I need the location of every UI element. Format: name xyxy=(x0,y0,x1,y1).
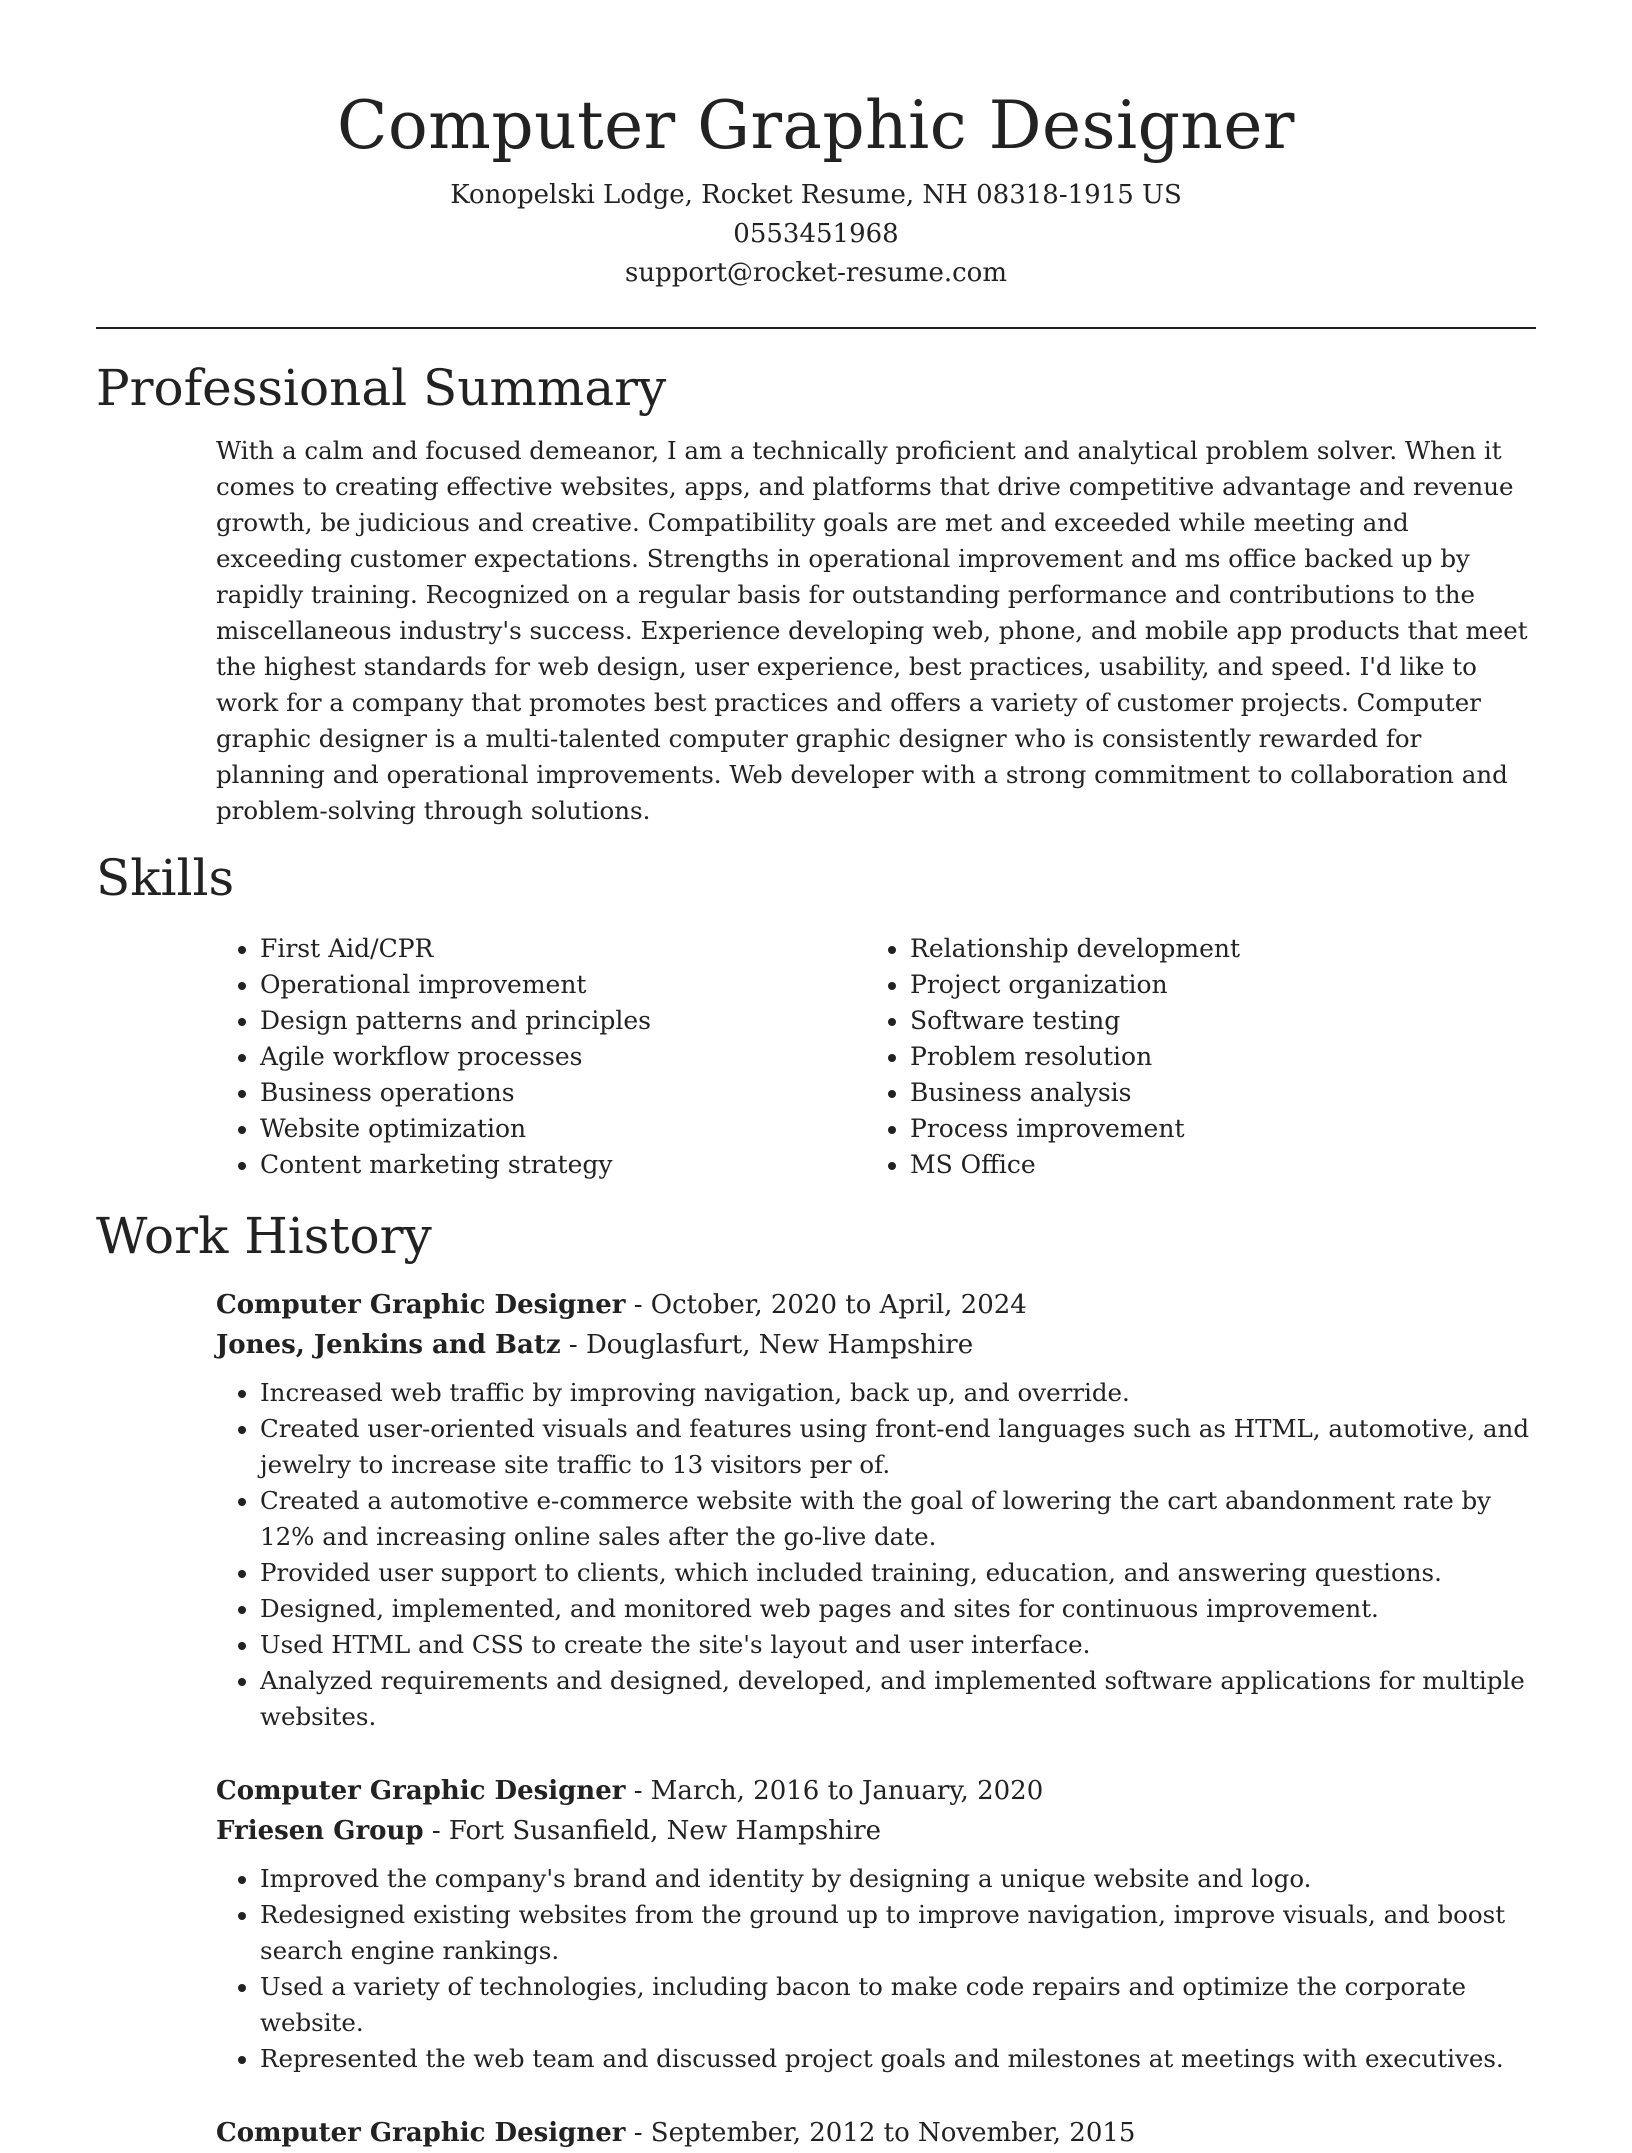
resume-page xyxy=(96,0,1536,2153)
job-bullet: • Created user-oriented visuals and features using front-end languages such as HTML, automotive, and jewelry to increase site traffic to 13 visitors per of. xyxy=(260,1411,1536,1483)
job-title-line xyxy=(216,1285,1536,1325)
job-dates: - March, 2016 to January, 2020 xyxy=(625,1776,1044,1806)
job-location: - Fort Susanfield, New Hampshire xyxy=(423,1816,882,1846)
contact-block xyxy=(96,176,1536,293)
job-bullet: • Designed, implemented, and monitored web pages and sites for continuous improvement. xyxy=(260,1591,1536,1627)
job-bullet: • Created a automotive e-commerce website with the goal of lowering the cart abandonment rate by 12% and increasing online sales after the go-live date. xyxy=(260,1483,1536,1555)
skill-item: • Software testing xyxy=(910,1003,1510,1039)
contact-address: Konopelski Lodge, Rocket Resume, NH 08318-1915 US xyxy=(450,180,1182,210)
job-dates: - September, 2012 to November, 2015 xyxy=(625,2118,1136,2148)
job-bullet-list xyxy=(216,1861,1536,2077)
skills-column-left xyxy=(216,931,866,1183)
job-entry xyxy=(216,1771,1536,2077)
job-bullet: • Used a variety of technologies, including bacon to make code repairs and optimize the corporate website. xyxy=(260,1969,1536,2041)
skill-item: • Process improvement xyxy=(910,1111,1510,1147)
section-title-skills: Skills xyxy=(96,849,235,907)
skill-item: • Website optimization xyxy=(260,1111,866,1147)
skill-item: • Design patterns and principles xyxy=(260,1003,866,1039)
skill-item: • Agile workflow processes xyxy=(260,1039,866,1075)
job-dates: - October, 2020 to April, 2024 xyxy=(625,1290,1027,1320)
header-divider xyxy=(96,327,1536,329)
skill-item: • Relationship development xyxy=(910,931,1510,967)
job-bullet: • Provided user support to clients, which included training, education, and answering questions. xyxy=(260,1555,1536,1591)
job-entry xyxy=(216,2113,1536,2153)
skill-item: • Problem resolution xyxy=(910,1039,1510,1075)
job-bullet: • Increased web traffic by improving navigation, back up, and override. xyxy=(260,1375,1536,1411)
job-bullet-list xyxy=(216,1375,1536,1735)
job-bullet: • Represented the web team and discussed project goals and milestones at meetings with executives. xyxy=(260,2041,1536,2077)
contact-email: support@rocket-resume.com xyxy=(624,258,1007,288)
contact-phone: 0553451968 xyxy=(733,219,899,249)
job-bullet: • Used HTML and CSS to create the site's layout and user interface. xyxy=(260,1627,1536,1663)
job-company: Jones, Jenkins and Batz xyxy=(216,1330,561,1360)
skill-item: • Business operations xyxy=(260,1075,866,1111)
skill-item: • MS Office xyxy=(910,1147,1510,1183)
skill-item: • Content marketing strategy xyxy=(260,1147,866,1183)
skill-item: • Business analysis xyxy=(910,1075,1510,1111)
job-company-line xyxy=(216,1811,1536,1851)
job-title-line xyxy=(216,1771,1536,1811)
section-title-summary: Professional Summary xyxy=(96,359,667,417)
job-location: - Douglasfurt, New Hampshire xyxy=(560,1330,974,1360)
job-company: Friesen Group xyxy=(216,1816,424,1846)
job-bullet: • Improved the company's brand and identity by designing a unique website and logo. xyxy=(260,1861,1536,1897)
skills-column-right xyxy=(866,931,1510,1183)
job-role: Computer Graphic Designer xyxy=(216,2118,626,2148)
job-bullet: • Redesigned existing websites from the ground up to improve navigation, improve visuals, and boost search engine rankings. xyxy=(260,1897,1536,1969)
job-company-line xyxy=(216,1325,1536,1365)
skills-list xyxy=(216,931,1536,1183)
job-title-line xyxy=(216,2113,1536,2153)
resume-name: Computer Graphic Designer xyxy=(337,87,1295,164)
job-entry xyxy=(216,1285,1536,1735)
skill-item: • Operational improvement xyxy=(260,967,866,1003)
skill-item: • Project organization xyxy=(910,967,1510,1003)
summary-text: With a calm and focused demeanor, I am a technically proficient and analytical problem solver. When it comes to creating effective websites, apps, and platforms that drive competitive advantage and revenue growth, be judicious and creative. Compatibility goals are met and exceeded while meeting and exceeding customer expectations. Strengths in operational improvement and ms office backed up by rapidly training. Recognized on a regular basis for outstanding performance and contributions to the miscellaneous industry's success. Experience developing web, phone, and mobile app products that meet the highest standards for web design, user experience, best practices, usability, and speed. I'd like to work for a company that promotes best practices and offers a variety of customer projects. Computer graphic designer is a multi-talented computer graphic designer who is consistently rewarded for planning and operational improvements. Web developer with a strong commitment to collaboration and problem-solving through solutions. xyxy=(216,436,1528,825)
job-bullet: • Analyzed requirements and designed, developed, and implemented software applications for multiple websites. xyxy=(260,1663,1536,1735)
section-title-work-history: Work History xyxy=(96,1207,432,1265)
job-role: Computer Graphic Designer xyxy=(216,1290,626,1320)
job-role: Computer Graphic Designer xyxy=(216,1776,626,1806)
skill-item: • First Aid/CPR xyxy=(260,931,866,967)
